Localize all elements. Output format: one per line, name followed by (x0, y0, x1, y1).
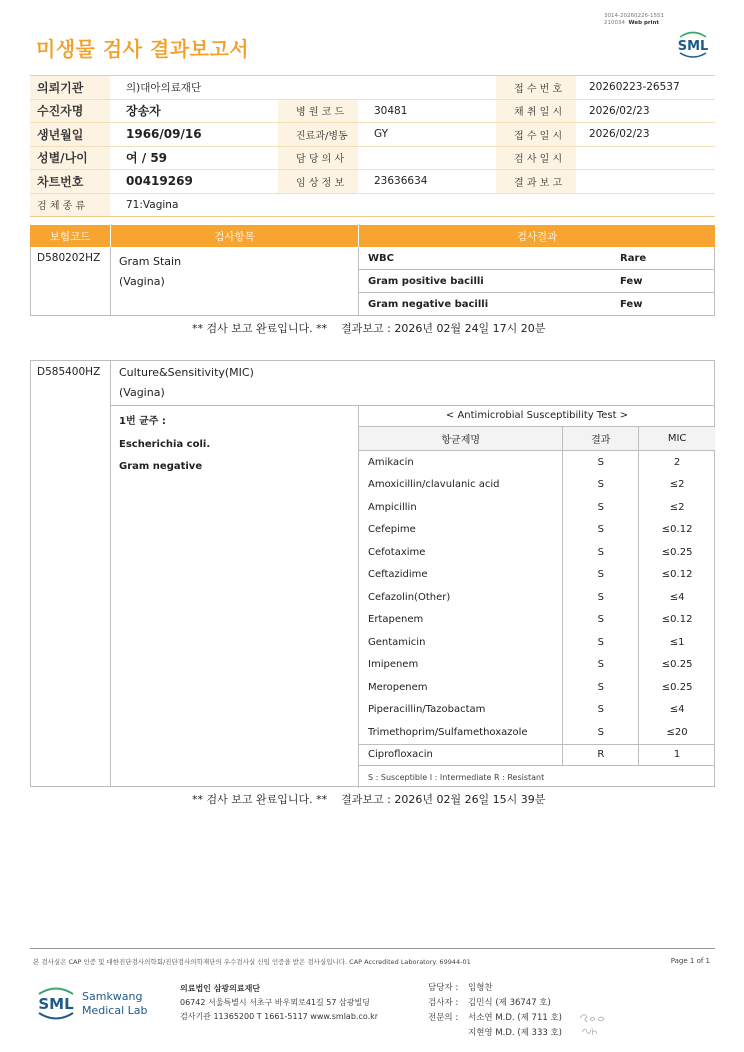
chart-value: 00419269 (126, 174, 193, 189)
dept-value: GY (374, 128, 389, 141)
receipt-date-value: 2026/02/23 (589, 128, 650, 141)
gram-report-status: ** 검사 보고 완료입니다. ** 결과보고 : 2026년 02월 24일 17시 20분 (192, 322, 546, 335)
ast-title: < Antimicrobial Susceptibility Test > (359, 405, 715, 427)
signature-image (578, 1010, 614, 1038)
gram-result-row: WBC Rare (359, 247, 715, 270)
doctor-value (358, 147, 496, 170)
info-row (30, 100, 715, 124)
svg-text:Samkwang: Samkwang (82, 990, 143, 1003)
ast-row: Cefotaxime S ≤0.25 (359, 541, 715, 564)
ast-row: Cefepime S ≤0.12 (359, 519, 715, 542)
print-code: 3014-20260226-1551 210034 Web print (604, 13, 664, 26)
gram-code: D580202HZ (37, 252, 101, 264)
culture-block (30, 360, 715, 787)
gram-result-row: Gram positive bacilli Few (359, 270, 715, 293)
svg-text:SML: SML (677, 39, 709, 54)
receipt-no-label: 접 수 번 호 (496, 76, 576, 99)
gram-stain-block (30, 247, 715, 316)
hosp-code-value: 30481 (374, 104, 408, 117)
report-label: 결 과 보 고 (496, 170, 576, 193)
specimen-label: 검 체 종 류 (30, 194, 110, 217)
clinical-label: 임 상 정 보 (278, 170, 358, 193)
test-date-value (576, 147, 715, 170)
org-info: 의료법인 삼광의료재단 06742 서울특별시 서초구 바우뫼로41길 57 삼광빌딩 검사기관 11365200 T 1661-5117 www.smlab.co.kr (180, 984, 379, 1021)
col-item: 검사항목 (110, 225, 358, 247)
ast-row: Ciprofloxacin R 1 (359, 744, 715, 767)
sex-age-value: 여 / 59 (126, 151, 168, 166)
col-code: 보험코드 (49, 230, 91, 243)
receipt-date-label: 접 수 일 시 (496, 123, 576, 146)
patient-label: 수진자명 (30, 100, 110, 123)
report-title: 미생물 검사 결과보고서 (36, 37, 250, 61)
svg-text:SML: SML (38, 995, 74, 1013)
gram-test-name: Gram Stain (Vagina) (119, 255, 182, 288)
hosp-code-label: 병 원 코 드 (278, 100, 358, 123)
ast-row: Gentamicin S ≤1 (359, 631, 715, 654)
info-row (30, 170, 715, 194)
info-row (30, 123, 715, 147)
ast-row: Amoxicillin/clavulanic acid S ≤2 (359, 474, 715, 497)
page-number: Page 1 of 1 (670, 957, 710, 965)
patient-info-table (30, 75, 715, 217)
ast-row: Amikacin S 2 (359, 451, 715, 474)
ast-row: Imipenem S ≤0.25 (359, 654, 715, 677)
info-row (30, 194, 715, 218)
gram-result-row: Gram negative bacilli Few (368, 299, 643, 310)
ast-row: Meropenem S ≤0.25 (359, 676, 715, 699)
samkwang-logo (36, 982, 154, 1022)
specimen-value: 71:Vagina (126, 198, 179, 211)
ast-legend: S : Susceptible I : Intermediate R : Resistant (368, 772, 545, 782)
patient-value: 장송자 (126, 104, 161, 119)
culture-report-status: ** 검사 보고 완료입니다. ** 결과보고 : 2026년 02월 26일 15시 39분 (192, 793, 546, 806)
birth-label: 생년월일 (30, 123, 110, 146)
svg-text:Medical Lab: Medical Lab (82, 1004, 148, 1017)
result-column-header (30, 225, 715, 247)
gram-results (359, 247, 715, 316)
report-value (576, 170, 715, 193)
staff-list: 담당자 : 임형찬 검사자 : 김민식 (제 36747 호) 전문의 : 서소연 M.D. (제 711 호) 지현영 M.D. (제 333 호) (428, 983, 563, 1038)
collect-date-value: 2026/02/23 (589, 104, 650, 117)
sex-age-label: 성별/나이 (30, 147, 110, 170)
ast-row: Ertapenem S ≤0.12 (359, 609, 715, 632)
col-result: 검사결과 (358, 225, 715, 247)
dept-label: 진료과/병동 (278, 123, 358, 146)
collect-date-label: 채 취 일 시 (496, 100, 576, 123)
test-date-label: 검 사 일 시 (496, 147, 576, 170)
chart-label: 차트번호 (30, 170, 110, 193)
birth-value: 1966/09/16 (126, 127, 202, 142)
req-org-value: 의)대아의료재단 (126, 81, 202, 94)
ast-row: Cefazolin(Other) S ≤4 (359, 586, 715, 609)
ast-row: Piperacillin/Tazobactam S ≤4 (359, 699, 715, 722)
ast-row: Ampicillin S ≤2 (359, 496, 715, 519)
info-row (30, 147, 715, 171)
ast-row: Trimethoprim/Sulfamethoxazole S ≤20 (359, 721, 715, 744)
info-row (30, 76, 715, 100)
req-org-label: 의뢰기관 (30, 76, 110, 99)
ast-table (358, 405, 715, 788)
doctor-label: 담 당 의 사 (278, 147, 358, 170)
ast-header: 항균제명 결과 MIC (359, 427, 715, 451)
accreditation-note: 본 검사실은 CAP 인증 및 대한진단검사의학회/진단검사의학재단의 우수검사실 신임 인증을 받은 검사실입니다. CAP Accredited Laboratory. 69944-01 (33, 958, 471, 966)
clinical-value: 23636634 (374, 175, 428, 188)
sml-logo (674, 28, 712, 60)
culture-test-name: Culture&Sensitivity(MIC) (Vagina) (119, 366, 254, 399)
receipt-no-value: 20260223-26537 (589, 81, 680, 94)
organism-info: 1번 균주 : Escherichia coli. Gram negative (119, 416, 211, 472)
ast-row: Ceftazidime S ≤0.12 (359, 564, 715, 587)
culture-code: D585400HZ (37, 366, 101, 378)
